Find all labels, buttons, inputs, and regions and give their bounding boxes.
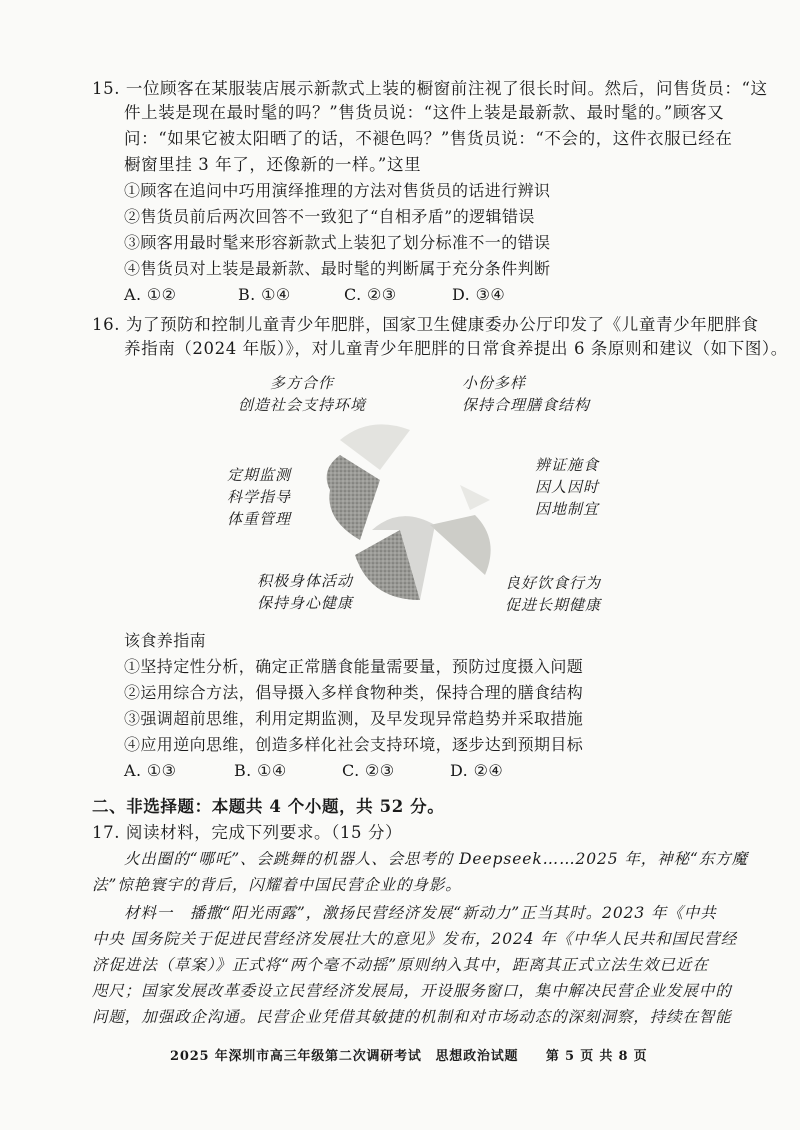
q15-option-3: ③顾客用最时髦来形容新款式上装犯了划分标准不一的错误 <box>124 233 551 252</box>
q15-line-3: 问：“如果它被太阳晒了的话，不褪色吗？”售货员说：“不会的，这件衣服已经在 <box>124 129 733 148</box>
q15-line-2: 件上装是现在最时髦的吗？”售货员说：“这件上装是最新款、最时髦的。”顾客又 <box>124 103 725 122</box>
q16-option-3: ③强调超前思维，利用定期监测，及早发现异常趋势并采取措施 <box>124 709 584 728</box>
label-mid-left-3: 体重管理 <box>226 510 291 528</box>
q15-option-4: ④售货员对上装是最新款、最时髦的判断属于充分条件判断 <box>124 259 551 278</box>
q15-option-1: ①顾客在追问中巧用演绎推理的方法对售货员的话进行辨识 <box>124 181 551 200</box>
q15-choice-a: A. ①② <box>124 285 177 304</box>
label-mid-right-2: 因人因时 <box>534 478 599 496</box>
section-heading: 二、非选择题：本题共 4 个小题，共 52 分。 <box>92 797 445 816</box>
label-top-right <box>440 372 600 416</box>
label-bottom-left <box>240 570 370 614</box>
q15-option-2: ②售货员前后两次回答不一致犯了“自相矛盾”的逻辑错误 <box>124 207 535 226</box>
q16-option-4: ④应用逆向思维，创造多样化社会支持环境，逐步达到预期目标 <box>124 735 584 754</box>
pie-segment-right <box>430 515 491 575</box>
q15-line-4: 橱窗里挂 3 年了，还像新的一样。”这里 <box>124 155 422 174</box>
label-top-right-title: 小份多样 <box>462 374 527 392</box>
label-mid-left <box>214 464 304 530</box>
label-bottom-left-sub: 保持身心健康 <box>256 594 353 612</box>
q16-choice-a: A. ①③ <box>124 761 177 780</box>
q17-para-line-3: 材料一 播撒“阳光雨露”，激扬民营经济发展“新动力”正当其时。2023 年《中共 <box>124 904 717 922</box>
q16-choice-b: B. ①④ <box>234 761 287 780</box>
label-top-left-title: 多方合作 <box>269 374 334 392</box>
label-bottom-right-title: 良好饮食行为 <box>504 574 601 592</box>
q15-line-1: 15. 一位顾客在某服装店展示新款式上装的橱窗前注视了很长时间。然后，问售货员：“这 <box>92 79 768 98</box>
q17-para-line-6: 咫尺；国家发展改革委设立民营经济发展局，开设服务窗口，集中解决民营企业发展中的 <box>92 982 732 1000</box>
label-top-right-sub: 保持合理膳食结构 <box>462 396 591 414</box>
q17-para-line-1: 火出圈的“哪吒”、会跳舞的机器人、会思考的 Deepseek……2025 年，神秘“东方魔 <box>124 850 748 868</box>
q15-choice-c: C. ②③ <box>344 285 397 304</box>
label-mid-right-3: 因地制宜 <box>534 500 599 518</box>
q16-line-2: 养指南（2024 年版）》，对儿童青少年肥胖的日常食养提出 6 条原则和建议（如下图）。 <box>124 339 788 358</box>
q16-choice-c: C. ②③ <box>342 761 395 780</box>
q15-choice-b: B. ①④ <box>238 285 291 304</box>
q17-para-line-7: 问题，加强政企沟通。民营企业凭借其敏捷的机制和对市场动态的深刻洞察，持续在智能 <box>92 1008 732 1026</box>
label-mid-right-1: 辨证施食 <box>534 456 599 474</box>
q16-stem: 该食养指南 <box>124 631 207 650</box>
label-bottom-right-sub: 促进长期健康 <box>504 596 601 614</box>
pie-segment-left <box>327 455 380 540</box>
label-bottom-right <box>488 572 618 616</box>
label-bottom-left-title: 积极身体活动 <box>256 572 353 590</box>
q17-para-line-2: 法”惊艳寰宇的背后，闪耀着中国民营企业的身影。 <box>92 876 462 894</box>
label-mid-left-2: 科学指导 <box>226 488 291 506</box>
q15-choice-d: D. ③④ <box>452 285 506 304</box>
label-top-left <box>222 372 382 416</box>
q16-option-2: ②运用综合方法，倡导摄入多样食物种类，保持合理的膳食结构 <box>124 683 584 702</box>
label-mid-right <box>522 454 612 520</box>
q17-para-line-4: 中央 国务院关于促进民营经济发展壮大的意见》发布，2024 年《中华人民共和国民营经 <box>92 930 738 948</box>
q17-para-line-5: 济促进法（草案）》正式将“两个毫不动摇”原则纳入其中，距离其正式立法生效已近在 <box>92 956 709 974</box>
label-top-left-sub: 创造社会支持环境 <box>237 396 366 414</box>
q16-choice-d: D. ②④ <box>450 761 504 780</box>
q16-line-1: 16. 为了预防和控制儿童青少年肥胖，国家卫生健康委办公厅印发了《儿童青少年肥胖食 <box>92 315 759 334</box>
pie-segment-right-small <box>460 485 490 510</box>
q16-option-1: ①坚持定性分析，确定正常膳食能量需要量，预防过度摄入问题 <box>124 657 584 676</box>
label-mid-left-1: 定期监测 <box>226 466 291 484</box>
page-footer: 2025 年深圳市高三年级第二次调研考试 思想政治试题 第 5 页 共 8 页 <box>170 1049 648 1064</box>
q17-title: 17. 阅读材料，完成下列要求。（15 分） <box>92 823 403 842</box>
